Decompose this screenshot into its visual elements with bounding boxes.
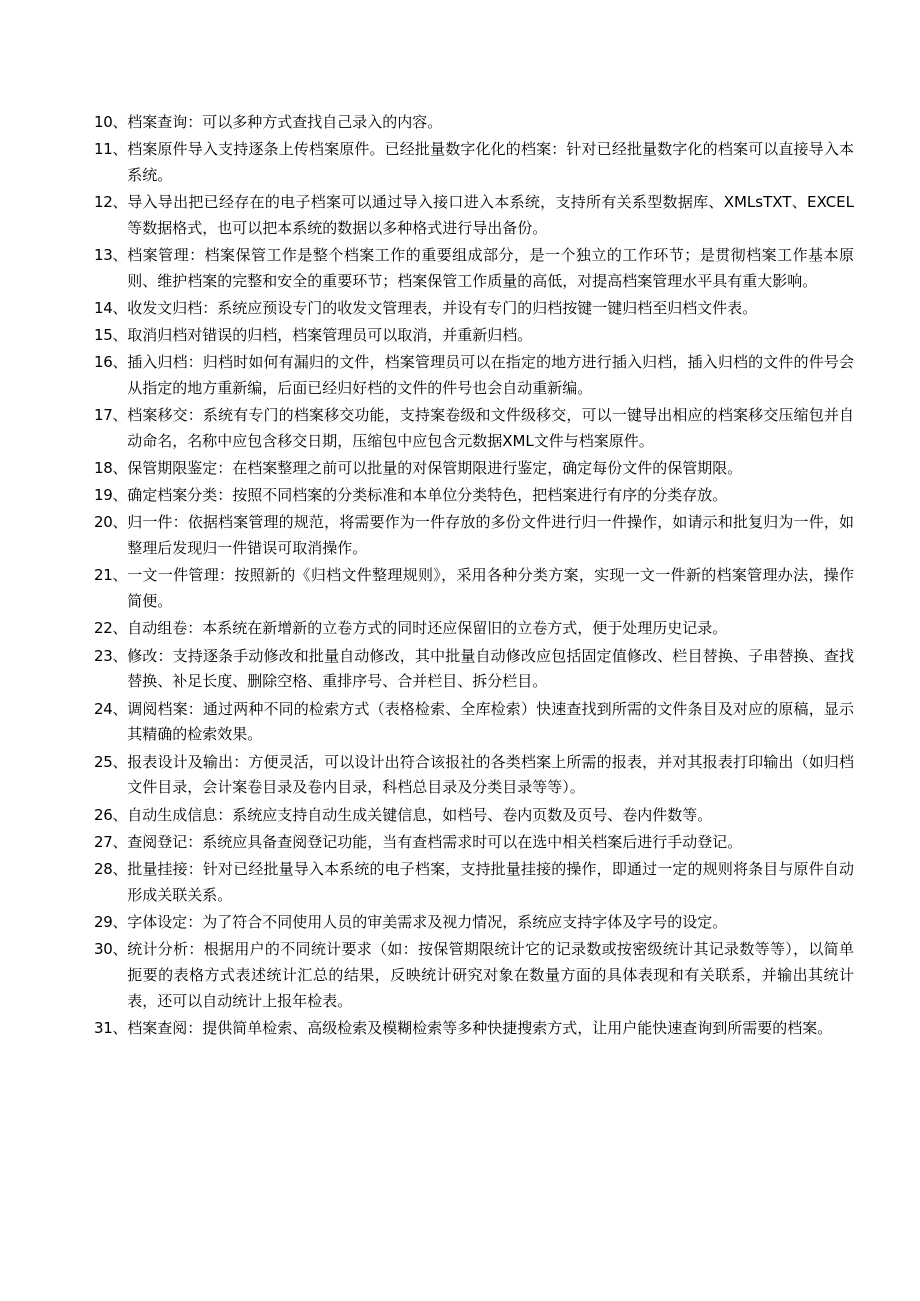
item-number: 11、 <box>94 140 128 159</box>
list-item <box>94 323 854 349</box>
item-text: 报表设计及输出：方便灵活，可以设计出符合该报社的各类档案上所需的报表，并对其报表打印输出（如归档文件目录，会计案卷目录及卷内目录，科档总目录及分类目录等等）。 <box>127 752 854 797</box>
item-text: 档案原件导入支持逐条上传档案原件。已经批量数字化化的档案：针对已经批量数字化的档案可以直接导入本系统。 <box>127 140 854 184</box>
item-text: 档案查阅：提供简单检索、高级检索及模糊检索等多种快捷搜索方式，让用户能快速查询到所需要的档案。 <box>127 1018 833 1037</box>
item-number: 30、 <box>94 939 128 958</box>
item-text: 自动组卷：本系统在新增新的立卷方式的同时还应保留旧的立卷方式，便于处理历史记录。 <box>127 619 728 638</box>
list-item <box>94 243 854 295</box>
item-text: 统计分析：根据用户的不同统计要求（如：按保管期限统计它的记录数或按密级统计其记录数等等），以简单扼要的表格方式表述统计汇总的结果，反映统计研究对象在数量方面的具体表现和有关联系，并输出其统计表，还可以自动统计上报年检表。 <box>127 939 854 1010</box>
item-number: 19、 <box>94 486 128 505</box>
item-number: 22、 <box>94 619 128 638</box>
item-number: 16、 <box>94 353 128 372</box>
item-text: 自动生成信息：系统应支持自动生成关键信息，如档号、卷内页数及页号、卷内件数等。 <box>127 805 713 824</box>
item-number: 10、 <box>94 113 128 131</box>
item-number: 24、 <box>94 699 128 718</box>
item-number: 12、 <box>94 193 128 212</box>
list-item <box>94 803 854 829</box>
item-number: 29、 <box>94 912 128 931</box>
item-number: 17、 <box>94 406 128 425</box>
item-text: 档案管理：档案保管工作是整个档案工作的重要组成部分，是一个独立的工作环节；是贯彻档案工作基本原则、维护档案的完整和安全的重要环节；档案保管工作质量的高低，对提高档案管理水平具有重大影响。 <box>127 246 854 290</box>
item-number: 31、 <box>94 1018 128 1037</box>
list-item <box>94 403 854 455</box>
item-text: 归一件：依据档案管理的规范，将需要作为一件存放的多份文件进行归一件操作，如请示和批复归为一件，如整理后发现归一件错误可取消操作。 <box>127 513 854 558</box>
item-text: 查阅登记：系统应具备查阅登记功能，当有查档需求时可以在选中相关档案后进行手动登记。 <box>127 832 743 851</box>
list-item <box>94 563 854 615</box>
item-text: 修改：支持逐条手动修改和批量自动修改，其中批量自动修改应包括固定值修改、栏目替换、子串替换、查找替换、补足长度、删除空格、重排序号、合并栏目、拆分栏目。 <box>127 646 854 691</box>
item-number: 27、 <box>94 832 128 851</box>
item-number: 28、 <box>94 859 128 878</box>
item-number: 15、 <box>94 326 128 345</box>
item-number: 25、 <box>94 752 128 771</box>
list-item <box>94 644 854 696</box>
list-item <box>94 510 854 562</box>
item-text: 档案查询：可以多种方式查找自己录入的内容。 <box>127 113 443 131</box>
list-item <box>94 616 854 642</box>
list-item <box>94 910 854 936</box>
item-text: 保管期限鉴定：在档案整理之前可以批量的对保管期限进行鉴定，确定每份文件的保管期限。 <box>127 459 743 478</box>
item-text: 收发文归档：系统应预设专门的收发文管理表，并设有专门的归档按键一键归档至归档文件表。 <box>127 299 758 318</box>
list-item <box>94 190 854 242</box>
list-item <box>94 1016 854 1042</box>
list-item <box>94 697 854 749</box>
list-item <box>94 937 854 1015</box>
item-number: 21、 <box>94 566 128 585</box>
item-number: 26、 <box>94 805 128 824</box>
item-text: 取消归档对错误的归档，档案管理员可以取消，并重新归档。 <box>127 326 533 345</box>
item-text: 字体设定：为了符合不同使用人员的审美需求及视力情况，系统应支持字体及字号的设定。 <box>127 912 728 931</box>
list-item <box>94 456 854 482</box>
item-number: 13、 <box>94 246 128 265</box>
list-item <box>94 750 854 802</box>
item-text: 一文一件管理：按照新的《归档文件整理规则》，采用各种分类方案，实现一文一件新的档案管理办法，操作简便。 <box>127 566 854 611</box>
list-item <box>94 350 854 402</box>
item-number: 18、 <box>94 459 128 478</box>
item-text: 导入导出把已经存在的电子档案可以通过导入接口进入本系统，支持所有关系型数据库、XMLsTXT、EXCEL等数据格式，也可以把本系统的数据以多种格式进行导出备份。 <box>127 193 854 237</box>
item-text: 确定档案分类：按照不同档案的分类标准和本单位分类特色，把档案进行有序的分类存放。 <box>127 486 728 505</box>
item-number: 23、 <box>94 646 128 665</box>
list-item <box>94 296 854 322</box>
item-text: 调阅档案：通过两种不同的检索方式（表格检索、全库检索）快速查找到所需的文件条目及对应的原稿，显示其精确的检索效果。 <box>127 699 854 744</box>
item-text: 批量挂接：针对已经批量导入本系统的电子档案，支持批量挂接的操作，即通过一定的规则将条目与原件自动形成关联关系。 <box>127 859 854 904</box>
list-item <box>94 483 854 509</box>
list-item <box>94 830 854 856</box>
item-number: 20、 <box>94 513 128 532</box>
feature-list <box>94 110 854 1043</box>
list-item <box>94 137 854 189</box>
item-number: 14、 <box>94 299 128 318</box>
list-item <box>94 110 854 136</box>
item-text: 档案移交：系统有专门的档案移交功能，支持案卷级和文件级移交，可以一键导出相应的档案移交压缩包并自动命名，名称中应包含移交日期，压缩包中应包含元数据XML文件与档案原件。 <box>127 406 854 451</box>
item-text: 插入归档：归档时如何有漏归的文件，档案管理员可以在指定的地方进行插入归档，插入归档的文件的件号会从指定的地方重新编，后面已经归好档的文件的件号也会自动重新编。 <box>127 353 854 398</box>
list-item <box>94 857 854 909</box>
